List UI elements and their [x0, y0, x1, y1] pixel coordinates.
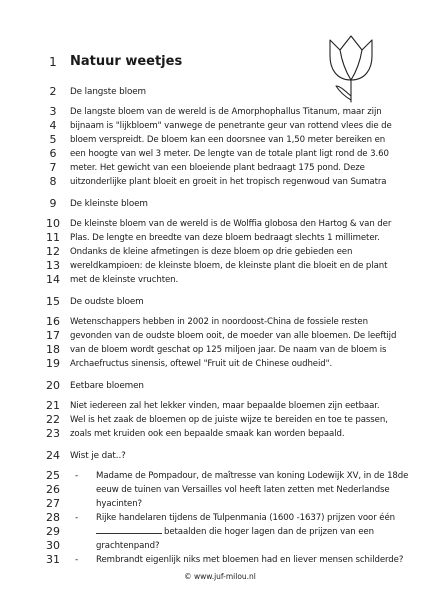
line-number: 15 [46, 295, 60, 308]
line-number: 1 [49, 55, 57, 69]
line-number: 14 [46, 273, 60, 286]
fill-in-blank[interactable] [96, 532, 162, 534]
line-number: 12 [46, 245, 60, 258]
line-2 [0, 84, 440, 100]
line-text: Wel is het zaak de bloemen op de juiste wijze te bereiden en toe te passen, [70, 415, 388, 425]
line-number: 31 [46, 553, 60, 566]
line-19 [0, 356, 440, 372]
section-heading: De kleinste bloem [70, 199, 148, 209]
line-number: 23 [46, 427, 60, 440]
line-8 [0, 174, 440, 190]
line-24 [0, 448, 440, 464]
line-text: Plas. De lengte en breedte van deze bloem bedraagt slechts 1 millimeter. [70, 233, 380, 243]
line-number: 18 [46, 343, 60, 356]
line-14 [0, 272, 440, 288]
line-9 [0, 196, 440, 212]
line-number: 4 [49, 119, 57, 132]
line-text: bloem verspreidt. De bloem kan een doorsnee van 1,50 meter bereiken en [70, 135, 386, 145]
line-text: bijnaam is "lijkbloem" vanwege de penetrante geur van rottend vlees die de [70, 121, 392, 131]
line-text: zoals met kruiden ook een bepaalde smaak kan worden bepaald. [70, 429, 345, 439]
bullet-dash: - [75, 513, 79, 523]
line-text: Wetenschappers hebben in 2002 in noordoost-China de fossiele resten [70, 317, 368, 327]
line-number: 13 [46, 259, 60, 272]
line-number: 11 [46, 231, 60, 244]
line-20 [0, 378, 440, 394]
bullet-dash: - [75, 471, 79, 481]
line-number: 16 [46, 315, 60, 328]
line-number: 3 [49, 105, 57, 118]
line-text: Rembrandt eigenlijk niks met bloemen had en liever mensen schilderde? [96, 555, 404, 565]
line-number: 10 [46, 217, 60, 230]
line-number: 22 [46, 413, 60, 426]
line-text: een hoogte van wel 3 meter. De lengte van de totale plant ligt rond de 3.60 [70, 149, 389, 159]
line-number: 26 [46, 483, 60, 496]
line-number: 30 [46, 539, 60, 552]
line-text: De langste bloem van de wereld is de Amorphophallus Titanum, maar zijn [70, 107, 382, 117]
line-text: eeuw de tuinen van Versailles vol heeft laten zetten met Nederlandse [96, 485, 390, 495]
section-heading: De langste bloem [70, 87, 147, 97]
line-15 [0, 294, 440, 310]
line-text: Madame de Pompadour, de maîtresse van koning Lodewijk XV, in de 18de [96, 471, 409, 481]
line-text: grachtenpand? [96, 541, 160, 551]
line-number: 2 [49, 85, 57, 98]
line-text: meter. Het gewicht van een bloeiende plant bedraagt 175 pond. Deze [70, 163, 365, 173]
line-text: wereldkampioen: de kleinste bloem, de kleinste plant die bloeit en de plant [70, 261, 388, 271]
section-heading: De oudste bloem [70, 297, 144, 307]
line-number: 20 [46, 379, 60, 392]
line-23 [0, 426, 440, 442]
line-number: 17 [46, 329, 60, 342]
line-number: 21 [46, 399, 60, 412]
bullet-dash: - [75, 555, 79, 565]
line-31 [0, 552, 440, 568]
line-number: 29 [46, 525, 60, 538]
line-text: met de kleinste vruchten. [70, 275, 179, 285]
line-text: Archaefructus sinensis, oftewel "Fruit uit de Chinese oudheid". [70, 359, 333, 369]
line-text: hyacinten? [96, 499, 143, 509]
section-heading: Eetbare bloemen [70, 381, 144, 391]
line-number: 7 [49, 161, 57, 174]
line-text: Rijke handelaren tijdens de Tulpenmania (1600 -1637) prijzen voor één [96, 513, 395, 523]
footer-credit: © www.juf-milou.nl [184, 572, 256, 581]
line-number: 28 [46, 511, 60, 524]
line-number: 6 [49, 147, 57, 160]
line-text: van de bloem wordt geschat op 125 miljoen jaar. De naam van de bloem is [70, 345, 387, 355]
line-number: 27 [46, 497, 60, 510]
page-title: Natuur weetjes [70, 54, 183, 69]
line-number: 25 [46, 469, 60, 482]
line-number: 8 [49, 175, 57, 188]
line-number: 24 [46, 449, 60, 462]
line-text: De kleinste bloem van de wereld is de Wolffia globosa den Hartog & van der [70, 219, 392, 229]
line-number: 5 [49, 133, 57, 146]
line-text: betaalden die hoger lagen dan de prijzen van een [164, 527, 374, 537]
line-number: 19 [46, 357, 60, 370]
line-text: Ondanks de kleine afmetingen is deze bloem op drie gebieden een [70, 247, 353, 257]
line-text: Niet iedereen zal het lekker vinden, maar bepaalde bloemen zijn eetbaar. [70, 401, 380, 411]
line-text: gevonden van de oudste bloem ooit, de moeder van alle bloemen. De leeftijd [70, 331, 397, 341]
line-text: uitzonderlijke plant bloeit en groeit in het tropisch regenwoud van Sumatra [70, 177, 387, 187]
line-number: 9 [49, 197, 57, 210]
section-heading: Wist je dat..? [70, 451, 126, 461]
